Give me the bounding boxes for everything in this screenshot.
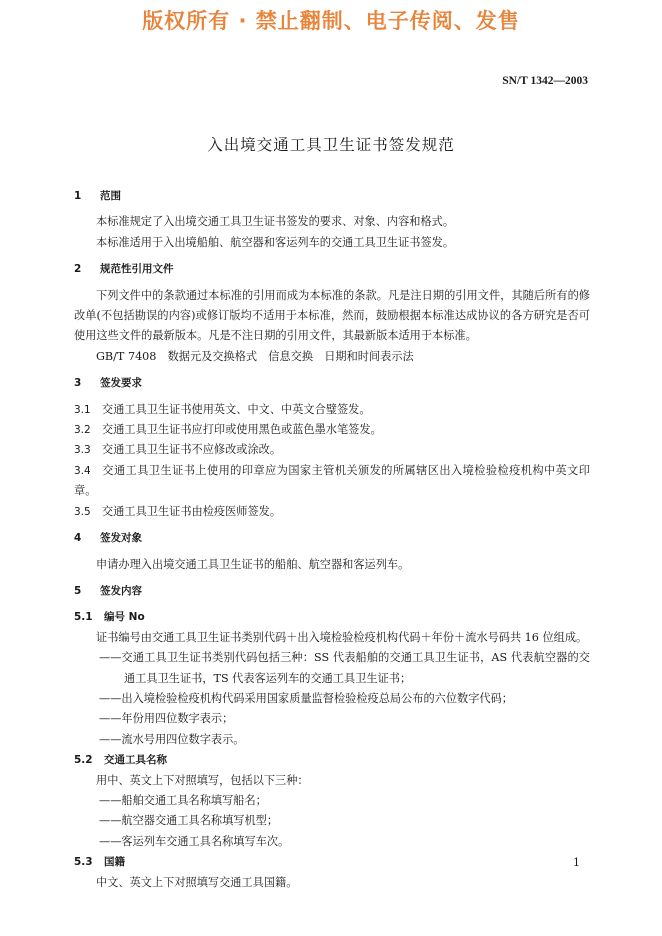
document-body — [74, 186, 590, 893]
section-number: 5 — [74, 584, 82, 597]
copyright-watermark: 版权所有 · 禁止翻制、电子传阅、发售 — [142, 9, 520, 33]
subsection-5-3-heading — [74, 852, 590, 872]
section-3-heading — [74, 373, 590, 393]
section-4-heading — [74, 528, 590, 548]
paragraph: 下列文件中的条款通过本标准的引用而成为本标准的条款。凡是注日期的引用文件，其随后所有的修改单(不包括勘误的内容)或修订版均不适用于本标准，然而，鼓励根据本标准达成协议的各方研究是否可使用这些文件的最新版本。凡是不注日期的引用文件，其最新版本适用于本标准。 — [74, 288, 590, 343]
normative-reference: GB/T 7408 数据元及交换格式 信息交换 日期和时间表示法 — [96, 349, 414, 363]
section-1-heading — [74, 186, 590, 206]
section-number: 4 — [74, 532, 82, 545]
clause-item — [74, 420, 590, 440]
dash-item: ——流水号用四位数字表示。 — [99, 732, 245, 746]
subsection-title: 交通工具名称 — [104, 754, 167, 767]
standard-code: SN/T 1342—2003 — [502, 75, 588, 87]
clause-item — [74, 461, 590, 502]
subsection-number: 5.3 — [74, 856, 93, 869]
subsection-title: 编号 No — [104, 611, 145, 624]
clause-item — [74, 400, 590, 420]
section-5-heading — [74, 581, 590, 601]
paragraph: 用中、英文上下对照填写，包括以下三种： — [96, 773, 309, 787]
clause-item — [74, 440, 590, 460]
section-number: 1 — [74, 190, 82, 202]
clause-text: 交通工具卫生证书应打印或使用黑色或蓝色墨水笔签发。 — [102, 423, 382, 437]
subsection-number: 5.2 — [74, 754, 93, 767]
dash-item: ——船舶交通工具名称填写船名； — [99, 793, 267, 807]
paragraph: 证书编号由交通工具卫生证书类别代码＋出入境检验检疫机构代码＋年份＋流水号码共 16 位组成。 — [96, 630, 588, 644]
subsection-title: 国籍 — [104, 856, 125, 869]
clause-number: 3.2 — [74, 424, 91, 437]
section-title: 签发内容 — [100, 584, 142, 597]
clause-text: 交通工具卫生证书上使用的印章应为国家主管机关颁发的所属辖区出入境检验检疫机构中英文印章。 — [74, 463, 590, 498]
section-number: 3 — [74, 377, 82, 390]
section-title: 签发对象 — [100, 532, 142, 545]
clause-number: 3.1 — [74, 403, 91, 416]
clause-text: 交通工具卫生证书使用英文、中文、中英文合璧签发。 — [102, 402, 371, 416]
subsection-5-2-heading — [74, 750, 590, 770]
section-title: 范围 — [100, 190, 121, 202]
clause-text: 交通工具卫生证书不应修改或涂改。 — [102, 443, 282, 457]
paragraph: 本标准规定了入出境交通工具卫生证书签发的要求、对象、内容和格式。 — [96, 215, 455, 229]
dash-item: ——年份用四位数字表示； — [99, 712, 234, 726]
subsection-5-1-heading — [74, 607, 590, 627]
section-number: 2 — [74, 263, 82, 276]
clause-number: 3.3 — [74, 444, 91, 457]
dash-item: ——客运列车交通工具名称填写车次。 — [99, 834, 290, 848]
paragraph: 中文、英文上下对照填写交通工具国籍。 — [96, 875, 298, 889]
section-title: 规范性引用文件 — [100, 263, 174, 276]
section-2-heading — [74, 259, 590, 279]
dash-item: ——出入境检验检疫机构代码采用国家质量监督检验检疫总局公布的六位数字代码； — [99, 691, 513, 705]
subsection-number: 5.1 — [74, 611, 93, 624]
document-title: 入出境交通工具卫生证书签发规范 — [207, 136, 455, 154]
clause-number: 3.5 — [74, 505, 91, 518]
clause-item — [74, 502, 590, 522]
section-title: 签发要求 — [100, 377, 142, 390]
dash-item: ——航空器交通工具名称填写机型； — [99, 814, 279, 828]
clause-number: 3.4 — [74, 464, 91, 477]
clause-text: 交通工具卫生证书由检疫医师签发。 — [102, 504, 282, 518]
paragraph: 申请办理入出境交通工具卫生证书的船舶、航空器和客运列车。 — [96, 557, 410, 571]
dash-item: ——交通工具卫生证书类别代码包括三种：SS 代表船舶的交通工具卫生证书，AS 代表航空器的交通工具卫生证书，TS 代表客运列车的交通工具卫生证书； — [99, 651, 590, 685]
paragraph: 本标准适用于入出境船舶、航空器和客运列车的交通工具卫生证书签发。 — [96, 235, 455, 249]
page-number: 1 — [573, 856, 580, 869]
